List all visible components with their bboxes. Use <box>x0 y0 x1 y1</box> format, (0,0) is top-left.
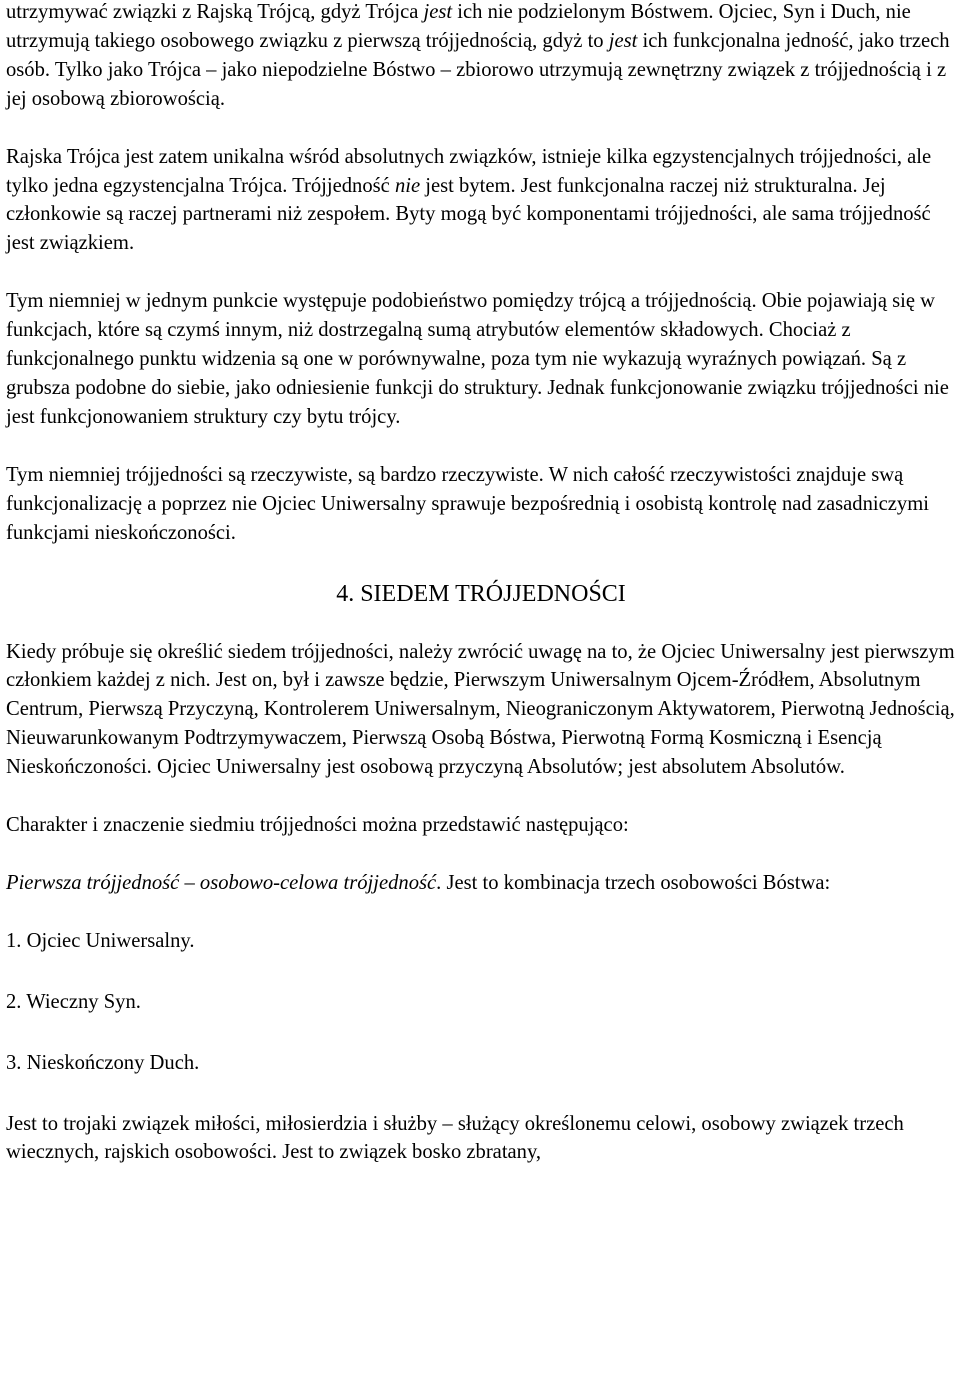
italic-text-run: nie <box>394 174 421 197</box>
closing-text <box>6 1110 956 1168</box>
text-run: ich funkcjonalna jedność, jako trzech osób. Tylko jako Trójca – jako niepodzielne Bóstwo – zbiorowo utrzymują zewnętrzny związek z trójjednością i z jej osobową zbiorowością. <box>6 29 950 110</box>
paragraph <box>6 869 956 898</box>
text-run: ich nie podzielonym Bóstwem. Ojciec, Syn i Duch, nie utrzymują takiego osobowego związku z pierwszą trójjednością, gdyż to <box>6 1 911 52</box>
italic-text-run: jest <box>608 29 638 52</box>
body-text-after-heading <box>6 638 956 898</box>
list-item: 2. Wieczny Syn. <box>6 990 141 1013</box>
text-run: jest bytem. Jest funkcjonalna raczej niż strukturalna. Jej członkowie są raczej partnerami niż zespołem. Byty mogą być komponentami trójjedności, ale sama trójjedność jest związkiem. <box>6 174 931 255</box>
paragraph <box>6 461 956 548</box>
paragraph <box>6 811 956 840</box>
text-run: . Jest to kombinacja trzech osobowości Bóstwa: <box>436 871 831 894</box>
paragraph <box>6 638 956 783</box>
text-run: Tym niemniej trójjedności są rzeczywiste, są bardzo rzeczywiste. W nich całość rzeczywistości znajduje swą funkcjonalizację a poprzez nie Ojciec Uniwersalny sprawuje bezpośrednią i osobistą kontrolę nad zasadniczymi funkcjami nieskończoności. <box>6 463 929 544</box>
text-run: Charakter i znaczenie siedmiu trójjedności można przedstawić następująco: <box>6 814 629 837</box>
paragraph <box>6 287 956 432</box>
body-text-before-heading <box>6 0 956 548</box>
document-page <box>6 0 956 1196</box>
paragraph <box>6 1110 956 1168</box>
list-item: 3. Nieskończony Duch. <box>6 1051 200 1074</box>
text-run: Rajska Trójca jest zatem unikalna wśród absolutnych związków, istnieje kilka egzystencjalnych trójjedności, ale tylko jedna egzystencjalna Trójca. Trójjedność <box>6 145 932 197</box>
text-run: Kiedy próbuje się określić siedem trójjedności, należy zwrócić uwagę na to, że Ojciec Uniwersalny jest pierwszym członkiem każdej z nich. Jest on, był i zawsze będzie, Pierwszym Uniwersalnym Ojcem-Źródłem, Absolutnym Centrum, Pierwszą Przyczyną, Kontrolerem Uniwersalnym, Nieograniczonym Aktywatorem, Pierwotną Jednością, Nieuwarunkowanym Podtrzymywaczem, Pierwszą Osobą Bóstwa, Pierwotną Formą Kosmiczną i Esencją Nieskończoności. Ojciec Uniwersalny jest osobową przyczyną Absolutów; jest absolutem Absolutów. <box>6 640 955 779</box>
italic-text-run: jest <box>423 1 453 23</box>
numbered-list <box>6 927 956 1078</box>
paragraph <box>6 143 956 259</box>
list-item: 1. Ojciec Uniwersalny. <box>6 929 195 952</box>
italic-text-run: Pierwsza trójjedność – osobowo-celowa trójjedność <box>6 871 437 894</box>
text-run: utrzymywać związki z Rajską Trójcą, gdyż Trójca <box>6 1 424 23</box>
section-heading: 4. SIEDEM TRÓJJEDNOŚCI <box>336 580 626 607</box>
paragraph <box>6 0 956 114</box>
text-run: Tym niemniej w jednym punkcie występuje podobieństwo pomiędzy trójcą a trójjednością. Obie pojawiają się w funkcjach, które są czymś innym, niż dostrzegalną sumą atrybutów elementów składowych. Chociaż z funkcjonalnego punktu widzenia są one w porównywalne, poza tym nie wykazują wyraźnych powiązań. Są z grubsza podobne do siebie, jako odniesienie funkcji do struktury. Jednak funkcjonowanie związku trójjedności nie jest funkcjonowaniem struktury czy bytu trójcy. <box>6 290 949 428</box>
text-run: Jest to trojaki związek miłości, miłosierdzia i służby – służący określonemu celowi, osobowy związek trzech wiecznych, rajskich osobowości. Jest to związek bosko zbratany, <box>6 1112 904 1164</box>
